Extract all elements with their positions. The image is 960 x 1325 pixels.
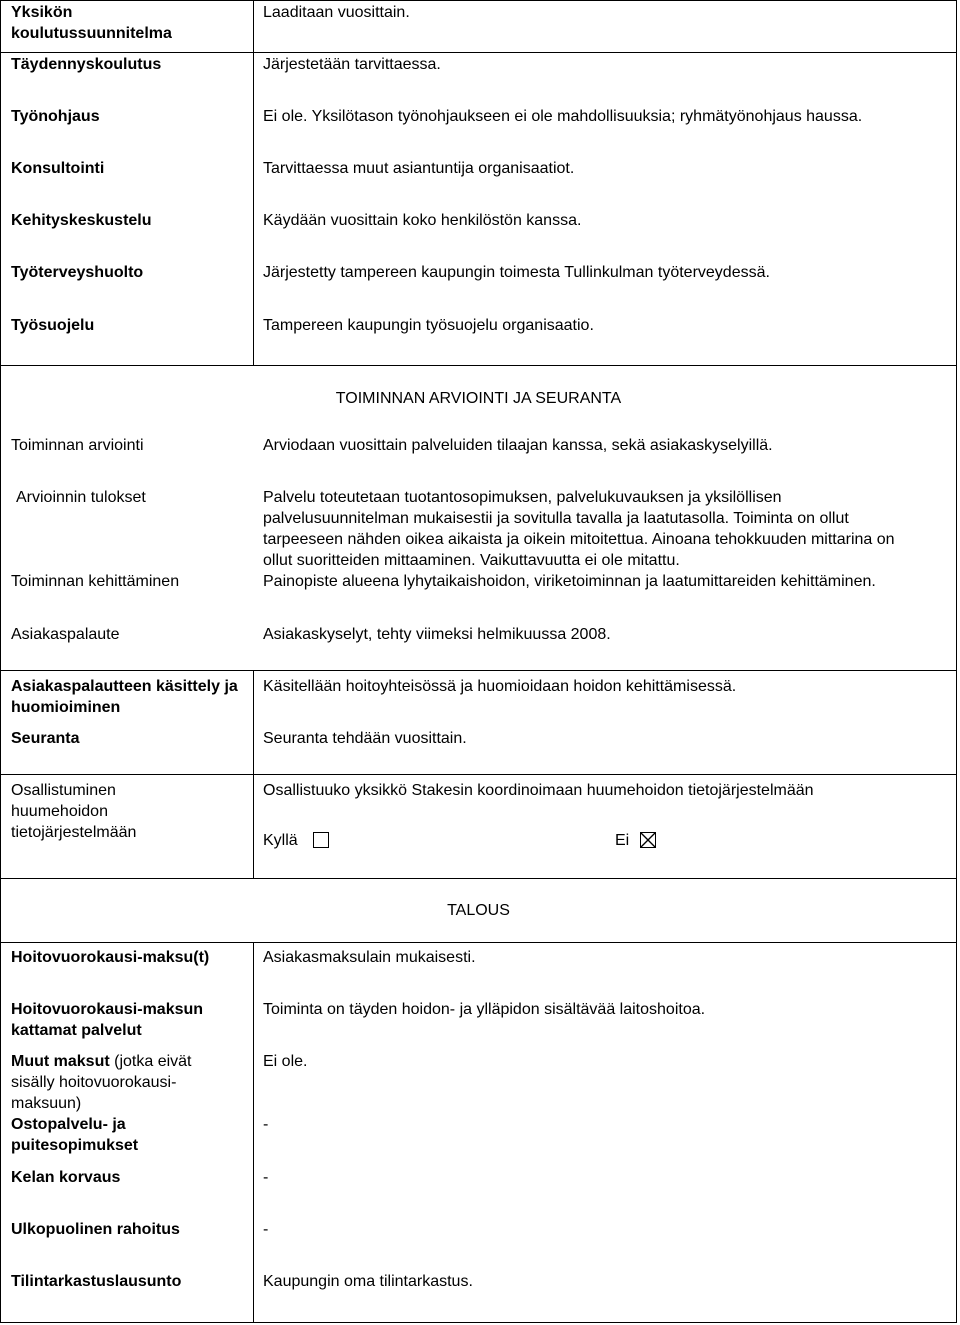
label-tilintarkastuslausunto: Tilintarkastuslausunto [11, 1273, 182, 1290]
table-border [0, 878, 957, 879]
label-hoitovuorokausimaksu: Hoitovuorokausi-maksu(t) [11, 949, 210, 966]
value-ulkopuolinen-rahoitus: - [263, 1221, 269, 1238]
value-arvioinnin-tulokset: Palvelu toteutetaan tuotantosopimuksen, palvelukuvauksen ja yksilöllisen palvelusuunnitelman mukaisestii ja sovitulla tavalla ja laatutasolla. Toiminta on ollut tarpeeseen nähden oikea aikaista ja oikein mitoitettua. Ainoana tehokkuuden mittarina on ollut suoritteiden mittaaminen. Vaikuttavuutta ei ole mitattu. [263, 489, 895, 569]
value-koulutussuunnitelma: Laaditaan vuosittain. [263, 4, 410, 21]
label-toiminnan-kehittaminen: Toiminnan kehittäminen [11, 573, 180, 590]
label-osallistuminen: Osallistuminen huumehoidon tietojärjestelmään [11, 782, 137, 841]
table-border [0, 670, 957, 671]
label-tyoterveyshuolto: Työterveyshuolto [11, 264, 144, 281]
table-border [956, 365, 957, 879]
table-border [0, 0, 1, 366]
label-asiakaspalaute: Asiakaspalaute [11, 626, 120, 643]
checkbox-x-icon [640, 832, 656, 848]
value-ostopalvelu: - [263, 1116, 269, 1133]
muut-maksut-bold: Muut maksut [11, 1053, 110, 1070]
label-kehityskeskustelu: Kehityskeskustelu [11, 212, 152, 229]
table-border [0, 365, 1, 879]
value-kehityskeskustelu: Käydään vuosittain koko henkilöstön kanssa. [263, 212, 582, 229]
label-kattamat-palvelut: Hoitovuorokausi-maksun kattamat palvelut [11, 1001, 204, 1039]
value-kelan-korvaus: - [263, 1169, 269, 1186]
value-asiakaspalaute: Asiakaskyselyt, tehty viimeksi helmikuussa 2008. [263, 626, 611, 643]
label-palautteen-kasittely: Asiakaspalautteen käsittely ja huomioiminen [11, 678, 238, 716]
table-border [0, 942, 957, 943]
table-border [253, 942, 254, 1323]
label-ulkopuolinen-rahoitus: Ulkopuolinen rahoitus [11, 1221, 180, 1238]
section-heading-talous: TALOUS [447, 902, 510, 919]
table-border [0, 52, 957, 53]
label-tyonohjaus: Työnohjaus [11, 108, 100, 125]
table-border [0, 0, 957, 1]
table-border [0, 878, 1, 1323]
value-tyonohjaus: Ei ole. Yksilötason työnohjaukseen ei ole mahdollisuuksia; ryhmätyönohjaus haussa. [263, 108, 863, 125]
label-ostopalvelu: Ostopalvelu- ja puitesopimukset [11, 1116, 139, 1154]
value-osallistuminen: Osallistuuko yksikkö Stakesin koordinoimaan huumehoidon tietojärjestelmään [263, 782, 814, 799]
value-muut-maksut: Ei ole. [263, 1053, 308, 1070]
table-border [956, 878, 957, 1323]
muut-maksut-rest: (jotka eivät sisälly hoitovuorokausi-maksuun) [11, 1053, 192, 1112]
label-tyosuojelu: Työsuojelu [11, 317, 95, 334]
value-konsultointi: Tarvittaessa muut asiantuntija organisaatiot. [263, 160, 575, 177]
value-kattamat-palvelut: Toiminta on täyden hoidon- ja ylläpidon sisältävää laitoshoitoa. [263, 1001, 706, 1018]
label-konsultointi: Konsultointi [11, 160, 105, 177]
kylla-label: Kyllä [263, 832, 298, 849]
value-palautteen-kasittely: Käsitellään hoitoyhteisössä ja huomioidaan hoidon kehittämisessä. [263, 678, 737, 695]
value-hoitovuorokausimaksu: Asiakasmaksulain mukaisesti. [263, 949, 476, 966]
value-tilintarkastuslausunto: Kaupungin oma tilintarkastus. [263, 1273, 473, 1290]
label-muut-maksut [11, 1051, 226, 1114]
table-border [0, 774, 957, 775]
kylla-checkbox[interactable] [313, 832, 329, 848]
ei-label: Ei [615, 832, 630, 849]
value-tyosuojelu: Tampereen kaupungin työsuojelu organisaatio. [263, 317, 594, 334]
table-border [956, 0, 957, 366]
ei-checkbox-checked[interactable] [640, 832, 656, 848]
label-taydennyskoulutus: Täydennyskoulutus [11, 56, 162, 73]
label-toiminnan-arviointi: Toiminnan arviointi [11, 437, 144, 454]
label-kelan-korvaus: Kelan korvaus [11, 1169, 121, 1186]
section-heading-arviointi: TOIMINNAN ARVIOINTI JA SEURANTA [335, 390, 622, 407]
value-taydennyskoulutus: Järjestetään tarvittaessa. [263, 56, 441, 73]
label-arvioinnin-tulokset: Arvioinnin tulokset [16, 489, 146, 506]
table-border [0, 1322, 957, 1323]
table-border [0, 365, 957, 366]
label-seuranta: Seuranta [11, 730, 80, 747]
value-toiminnan-kehittaminen: Painopiste alueena lyhytaikaishoidon, viriketoiminnan ja laatumittareiden kehittäminen. [263, 573, 876, 590]
value-toiminnan-arviointi: Arviodaan vuosittain palveluiden tilaajan kanssa, sekä asiakaskyselyillä. [263, 437, 773, 454]
table-border [253, 0, 254, 366]
value-tyoterveyshuolto: Järjestetty tampereen kaupungin toimesta Tullinkulman työterveydessä. [263, 264, 770, 281]
value-seuranta: Seuranta tehdään vuosittain. [263, 730, 467, 747]
label-koulutussuunnitelma: Yksikön koulutussuunnitelma [11, 4, 172, 42]
